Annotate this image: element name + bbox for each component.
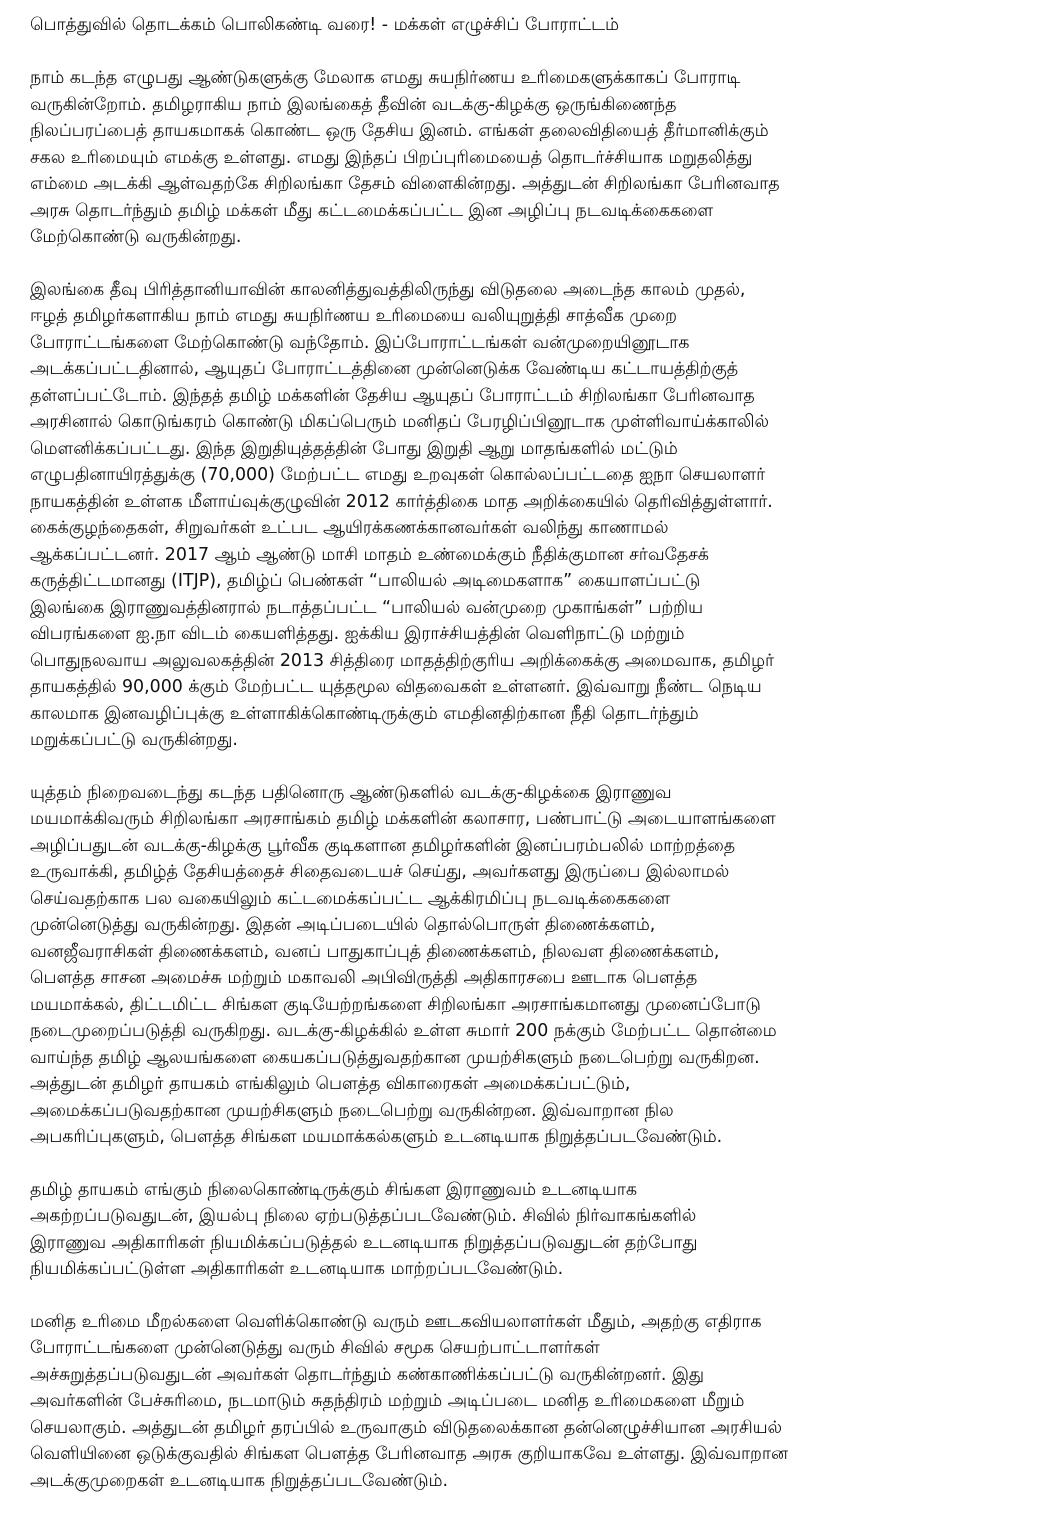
text-line: அழிப்பதுடன் வடக்கு-கிழக்கு பூர்வீக குடிகளான தமிழர்களின் இனப்பரம்பலில் மாற்றத்தை xyxy=(30,835,736,856)
text-line: நாம் கடந்த எழுபது ஆண்டுகளுக்கு மேலாக எமது சுயநிர்ணய உரிமைகளுக்காகப் போராடி xyxy=(30,68,741,88)
text-line: அரசு தொடர்ந்தும் தமிழ் மக்கள் மீது கட்டமைக்கப்பட்ட இன அழிப்பு நடவடிக்கைகளை xyxy=(30,200,714,221)
text-line: மயமாக்கிவரும் சிறிலங்கா அரசாங்கம் தமிழ் மக்களின் கலாசார, பண்பாட்டு அடையாளங்களை xyxy=(30,809,776,829)
text-line: அத்துடன் தமிழர் தாயகம் எங்கிலும் பௌத்த விகாரைகள் அமைக்கப்பட்டும், xyxy=(30,1074,631,1094)
paragraph-4 xyxy=(30,1177,1040,1283)
text-line: விபரங்களை ஐ.நா விடம் கையளித்தது. ஐக்கிய இராச்சியத்தின் வெளிநாட்டு மற்றும் xyxy=(30,624,685,644)
text-line: மேற்கொண்டு வருகின்றது. xyxy=(30,227,242,247)
text-line: அவர்களின் பேச்சுரிமை, நடமாடும் சுதந்திரம் மற்றும் அடிப்படை மனித உரிமைகளை மீறும் xyxy=(30,1391,745,1411)
text-line: நடைமுறைப்படுத்தி வருகிறது. வடக்கு-கிழக்கில் உள்ள சுமார் 200 நக்கும் மேற்பட்ட தொன்மை xyxy=(30,1021,777,1041)
text-line: சகல உரிமையும் எமக்கு உள்ளது. எமது இந்தப் பிறப்புரிமையைத் தொடர்ச்சியாக மறுதலித்து xyxy=(30,147,753,168)
text-line: இராணுவ அதிகாரிகள் நியமிக்கப்படுத்தல் உடனடியாக நிறுத்தப்படுவதுடன் தற்போது xyxy=(30,1232,698,1253)
text-line: பொதுநலவாய அலுவலகத்தின் 2013 சித்திரை மாதத்திற்குரிய அறிக்கைக்கு அமைவாக, தமிழர் xyxy=(30,650,775,671)
text-line: அடக்குமுறைகள் உடனடியாக நிறுத்தப்படவேண்டும். xyxy=(30,1470,449,1491)
text-line: இலங்கை இராணுவத்தினரால் நடாத்தப்பட்ட “பாலியல் வன்முறை முகாங்கள்” பற்றிய xyxy=(30,597,704,618)
text-line: மௌனிக்கப்பட்டது. இந்த இறுதியுத்தத்தின் போது இறுதி ஆறு மாதங்களில் மட்டும் xyxy=(30,438,678,459)
text-line: வெளியினை ஒடுக்குவதில் சிங்கள பௌத்த பேரினவாத அரசு குறியாகவே உள்ளது. இவ்வாறான xyxy=(30,1444,788,1464)
text-line: ஆக்கப்பட்டனர். 2017 ஆம் ஆண்டு மாசி மாதம் உண்மைக்கும் நீதிக்குமான சர்வதேசக் xyxy=(30,544,709,565)
text-line: போராட்டங்களை மேற்கொண்டு வந்தோம். இப்போராட்டங்கள் வன்முறையினூடாக xyxy=(30,332,690,353)
text-line: நாயகத்தின் உள்ளக மீளாய்வுக்குழுவின் 2012 கார்த்திகை மாத அறிக்கையில் தெரிவித்துள்ளார். xyxy=(30,491,773,512)
text-line: வாய்ந்த தமிழ் ஆலயங்களை கையகப்படுத்துவதற்கான முயற்சிகளும் நடைபெற்று வருகிறன. xyxy=(30,1047,760,1068)
text-line: எம்மை அடக்கி ஆள்வதற்கே சிறிலங்கா தேசம் விளைகின்றது. அத்துடன் சிறிலங்கா பேரினவாத xyxy=(30,174,780,194)
text-line: அடக்கப்பட்டதினால், ஆயுதப் போராட்டத்தினை முன்னெடுக்க வேண்டிய கட்டாயத்திற்குத் xyxy=(30,359,739,379)
text-line: மயமாக்கல், திட்டமிட்ட சிங்கள குடியேற்றங்களை சிறிலங்கா அரசாங்கமானது முனைப்போடு xyxy=(30,994,761,1015)
text-line: நிலப்பரப்பைத் தாயகமாகக் கொண்ட ஒரு தேசிய இனம். எங்கள் தலைவிதியைத் தீர்மானிக்கும் xyxy=(30,121,769,141)
text-line: காலமாக இனவழிப்புக்கு உள்ளாகிக்கொண்டிருக்கும் எமதினதிற்கான நீதி தொடர்ந்தும் xyxy=(30,703,699,724)
text-line: இலங்கை தீவு பிரித்தானியாவின் காலனித்துவத்திலிருந்து விடுதலை அடைந்த காலம் முதல், xyxy=(30,279,746,300)
paragraph-3 xyxy=(30,780,1040,1151)
document-title: பொத்துவில் தொடக்கம் பொலிகண்டி வரை! - மக்கள் எழுச்சிப் போராட்டம் xyxy=(30,15,620,35)
paragraph-container xyxy=(30,65,1040,1494)
text-line: அரசினால் கொடுங்கரம் கொண்டு மிகப்பெரும் மனிதப் பேரழிப்பினூடாக முள்ளிவாய்க்காலில் xyxy=(30,412,769,432)
text-line: தமிழ் தாயகம் எங்கும் நிலைகொண்டிருக்கும் சிங்கள இராணுவம் உடனடியாக xyxy=(30,1179,637,1200)
text-line: ஈழத் தமிழர்களாகிய நாம் எமது சுயநிர்ணய உரிமையை வலியுறுத்தி சாத்வீக முறை xyxy=(30,306,677,326)
text-line: தள்ளப்பட்டோம். இந்தத் தமிழ் மக்களின் தேசிய ஆயுதப் போராட்டம் சிறிலங்கா பேரினவாத xyxy=(30,385,755,406)
text-line: கருத்திட்டமானது (ITJP), தமிழ்ப் பெண்கள் “பாலியல் அடிமைகளாக” கையாளப்பட்டு xyxy=(30,571,701,591)
text-line: மறுக்கப்பட்டு வருகின்றது. xyxy=(30,730,238,750)
paragraph-2 xyxy=(30,277,1040,754)
text-line: அமைக்கப்படுவதற்கான முயற்சிகளும் நடைபெற்று வருகின்றன. இவ்வாறான நில xyxy=(30,1100,674,1121)
text-line: வனஜீவராசிகள் திணைக்களம், வனப் பாதுகாப்புத் திணைக்களம், நிலவள திணைக்களம், xyxy=(30,941,720,962)
text-line: தாயகத்தில் 90,000 க்கும் மேற்பட்ட யுத்தமூல விதவைகள் உள்ளனர். இவ்வாறு நீண்ட நெடிய xyxy=(30,677,762,697)
text-line: எழுபதினாயிரத்துக்கு (70,000) மேற்பட்ட எமது உறவுகள் கொல்லப்பட்டதை ஐநா செயலாளர் xyxy=(30,465,766,485)
paragraph-5 xyxy=(30,1309,1040,1495)
text-line: முன்னெடுத்து வருகின்றது. இதன் அடிப்படையில் தொல்பொருள் திணைக்களம், xyxy=(30,915,656,935)
text-line: பௌத்த சாசன அமைச்சு மற்றும் மகாவலி அபிவிருத்தி அதிகாரசபை ஊடாக பௌத்த xyxy=(30,968,698,988)
text-line: அகற்றப்படுவதுடன், இயல்பு நிலை ஏற்படுத்தப்படவேண்டும். சிவில் நிர்வாகங்களில் xyxy=(30,1206,697,1226)
text-line: உருவாக்கி, தமிழ்த் தேசியத்தைச் சிதைவடையச் செய்து, அவர்களது இருப்பை இல்லாமல் xyxy=(30,862,730,882)
document-body xyxy=(30,12,1040,1520)
text-line: மனித உரிமை மீறல்களை வெளிக்கொண்டு வரும் ஊடகவியலாளர்கள் மீதும், அதற்கு எதிராக xyxy=(30,1311,762,1332)
text-line: நியமிக்கப்பட்டுள்ள அதிகாரிகள் உடனடியாக மாற்றப்படவேண்டும். xyxy=(30,1259,564,1279)
paragraph-1 xyxy=(30,65,1040,251)
text-line: அபகரிப்புகளும், பௌத்த சிங்கள மயமாக்கல்களும் உடனடியாக நிறுத்தப்படவேண்டும். xyxy=(30,1127,723,1147)
text-line: அச்சுறுத்தப்படுவதுடன் அவர்கள் தொடர்ந்தும் கண்காணிக்கப்பட்டு வருகின்றனர். இது xyxy=(30,1364,704,1385)
text-line: கைக்குழந்தைகள், சிறுவர்கள் உட்பட ஆயிரக்கணக்கானவர்கள் வலிந்து காணாமல் xyxy=(30,518,669,538)
text-line: செயலாகும். அத்துடன் தமிழர் தரப்பில் உருவாகும் விடுதலைக்கான தன்னெழுச்சியான அரசியல் xyxy=(30,1417,782,1438)
text-line: போராட்டங்களை முன்னெடுத்து வரும் சிவில் சமூக செயற்பாட்டாளர்கள் xyxy=(30,1338,600,1358)
text-line: யுத்தம் நிறைவடைந்து கடந்த பதினொரு ஆண்டுகளில் வடக்கு-கிழக்கை இராணுவ xyxy=(30,782,672,803)
text-line: செய்வதற்காக பல வகையிலும் கட்டமைக்கப்பட்ட ஆக்கிரமிப்பு நடவடிக்கைகளை xyxy=(30,888,671,909)
text-line: வருகின்றோம். தமிழராகிய நாம் இலங்கைத் தீவின் வடக்கு-கிழக்கு ஒருங்கிணைந்த xyxy=(30,94,677,115)
